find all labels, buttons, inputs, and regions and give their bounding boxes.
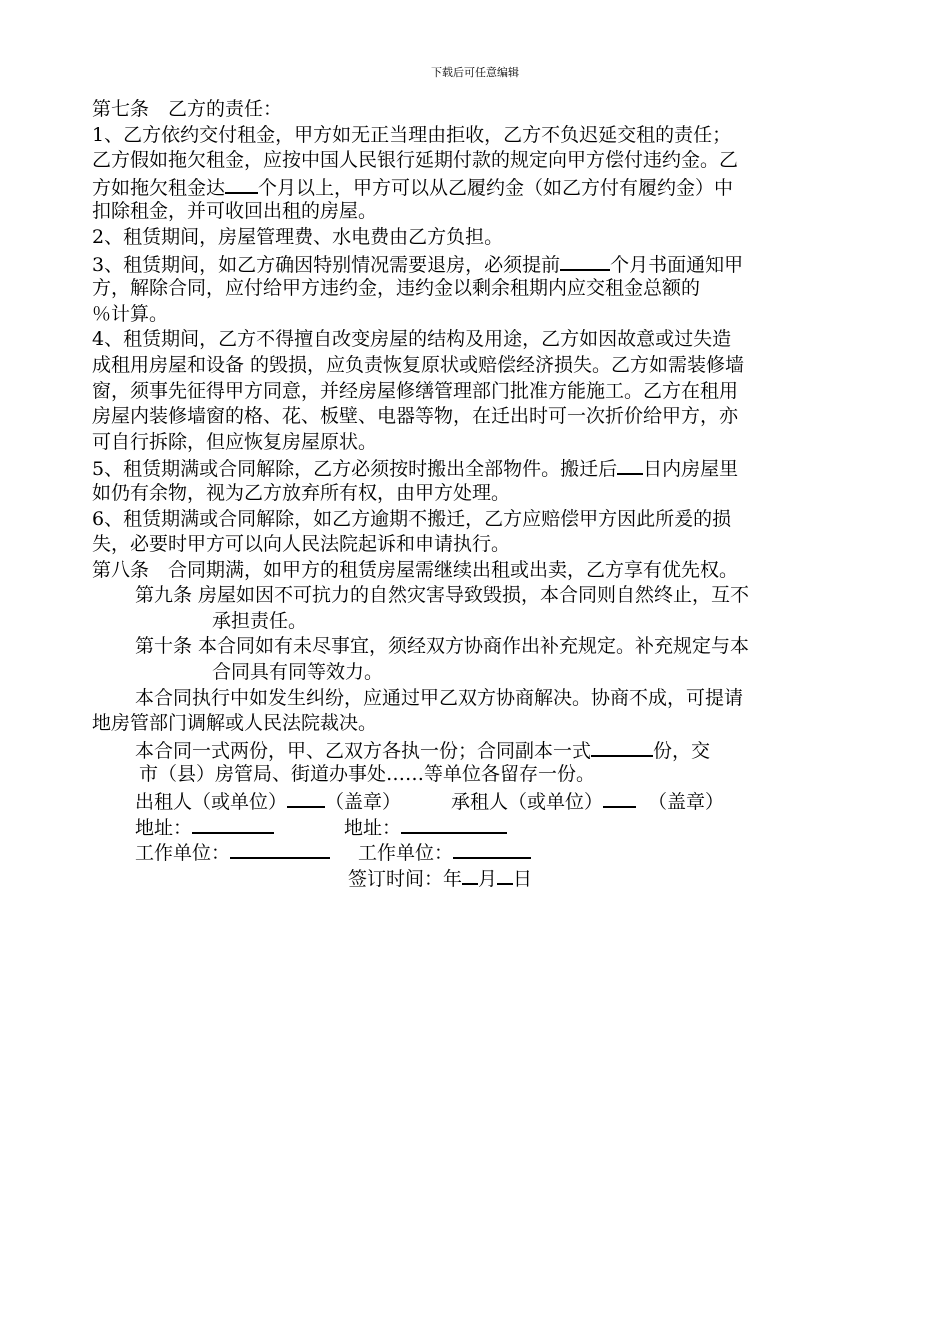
blank-month — [462, 865, 478, 885]
article7-p6-line1: 6、租赁期满或合同解除，如乙方逾期不搬迁，乙方应赔偿甲方因此所爰的损 — [92, 507, 732, 530]
text: 方如拖欠租金达 — [92, 176, 226, 199]
address-label: 地址： — [344, 816, 402, 839]
blank-day — [497, 865, 513, 885]
signature-parties — [92, 788, 860, 814]
article7-p2: 2、租赁期间，房屋管理费、水电费由乙方负担。 — [92, 225, 504, 248]
blank-copies — [591, 737, 653, 757]
lessor-label: 出租人（或单位） — [135, 791, 288, 814]
article7-p4-line1: 4、租赁期间，乙方不得擅自改变房屋的结构及用途，乙方如因故意或过失造 — [92, 328, 732, 351]
article8: 第八条 合同期满，如甲方的租赁房屋需继续出租或出卖，乙方享有优先权。 — [92, 558, 739, 581]
article7-p4-line3: 窗，须事先征得甲方同意，并经房屋修缮管理部门批准方能施工。乙方在租用 — [92, 379, 739, 402]
article7-p1-line1: 1、乙方依约交付租金，甲方如无正当理由拒收，乙方不负迟延交租的责任； — [92, 123, 732, 146]
text: 本合同一式两份，甲、乙双方各执一份；合同副本一式 — [135, 739, 592, 762]
article7-p4-line5: 可自行拆除，但应恢复房屋原状。 — [92, 430, 378, 453]
text: 日内房屋里 — [643, 458, 739, 481]
article7-p1-line4: 扣除租金，并可收回出租的房屋。 — [92, 200, 378, 223]
text: 个月书面通知甲 — [610, 253, 744, 276]
blank-notice-months — [560, 251, 610, 271]
article7-p3-line3: ％计算。 — [92, 302, 169, 325]
text: 日 — [513, 867, 533, 890]
article7-p6-line2: 失，必要时甲方可以向人民法院起诉和申请执行。 — [92, 533, 511, 556]
article7-p3-line1 — [92, 251, 860, 277]
seal-label: （盖章） — [648, 791, 725, 814]
copies-line2: 市（县）房管局、街道办事处……等单位各留存一份。 — [139, 763, 596, 786]
article7-p1-line2: 乙方假如拖欠租金，应按中国人民银行延期付款的规定向甲方偿付违约金。乙 — [92, 149, 739, 172]
blank-lessee — [603, 788, 636, 808]
work-label: 工作单位： — [358, 842, 454, 865]
dispute-line1: 本合同执行中如发生纠纷，应通过甲乙双方协商解决。协商不成，可提请 — [135, 686, 744, 709]
dispute-line2: 地房管部门调解或人民法院裁决。 — [92, 712, 378, 735]
blank-days — [617, 455, 643, 475]
text: 5、租赁期满或合同解除，乙方必须按时搬出全部物件。搬迁后 — [92, 458, 618, 481]
article7-p1-line3 — [92, 174, 860, 200]
article7-p5-line2: 如仍有余物，视为乙方放弃所有权，由甲方处理。 — [92, 481, 511, 504]
blank-work-lessor — [230, 839, 330, 859]
article7-p4-line4: 房屋内装修墙窗的格、花、板壁、电器等物，在迁出时可一次折价给甲方，亦 — [92, 405, 739, 428]
blank-address-lessee — [401, 814, 507, 834]
blank-address-lessor — [192, 814, 274, 834]
signature-work — [92, 839, 860, 865]
article9-line1: 第九条 房屋如因不可抗力的自然灾害导致毁损，本合同则自然终止，互不 — [135, 584, 750, 607]
contract-body — [92, 97, 860, 890]
text: 签订时间：年 — [348, 867, 463, 890]
article10-line2: 合同具有同等效力。 — [212, 661, 384, 684]
article7-title: 第七条 乙方的责任： — [92, 98, 283, 120]
blank-lessor — [287, 788, 325, 808]
blank-work-lessee — [453, 839, 531, 859]
text: 份，交 — [653, 739, 711, 762]
text: 个月以上，甲方可以从乙履约金（如乙方付有履约金）中 — [258, 176, 734, 199]
seal-label: （盖章） — [325, 791, 402, 814]
signing-date — [92, 865, 860, 891]
address-label: 地址： — [135, 816, 193, 839]
work-label: 工作单位： — [135, 842, 231, 865]
lessee-label: 承租人（或单位） — [451, 791, 604, 814]
article7-p3-line2: 方，解除合同，应付给甲方违约金，违约金以剩余租期内应交租金总额的 — [92, 277, 701, 300]
copies-line1 — [92, 737, 860, 763]
text: 月 — [478, 867, 498, 890]
article7-p4-line2: 成租用房屋和设备 的毁损，应负责恢复原状或赔偿经济损失。乙方如需装修墙 — [92, 353, 745, 376]
signature-address — [92, 814, 860, 840]
article9-line2: 承担责任。 — [212, 609, 308, 632]
article10-line1: 第十条 本合同如有未尽事宜，须经双方协商作出补充规定。补充规定与本 — [135, 635, 750, 658]
text: 3、租赁期间，如乙方确因特别情况需要退房，必须提前 — [92, 253, 561, 276]
blank-months — [225, 174, 258, 194]
article7-p5-line1 — [92, 455, 860, 481]
download-note: 下载后可任意编辑 — [431, 66, 519, 79]
